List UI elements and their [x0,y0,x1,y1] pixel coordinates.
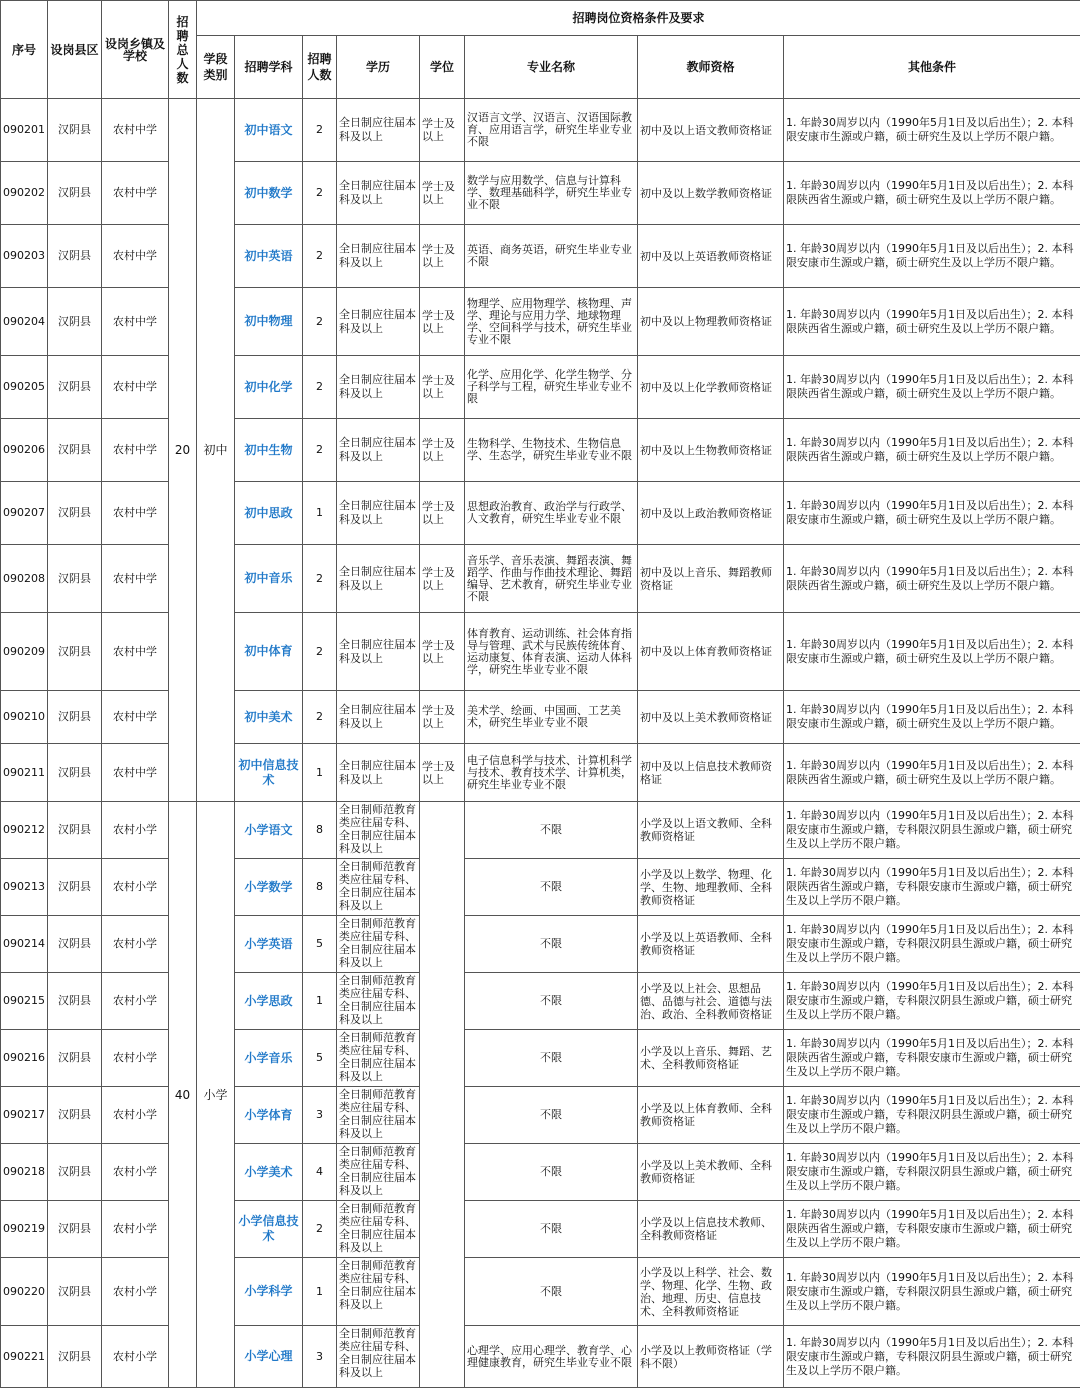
cell-count: 2 [303,419,337,482]
cell-code: 090212 [1,802,48,859]
table-row [1,1087,1080,1144]
cell-subject: 初中化学 [235,356,303,419]
cell-subject: 初中信息技术 [235,744,303,802]
cell-other: 1. 年龄30周岁以内（1990年5月1日及以后出生）；2. 本科限陕西省生源或户籍，专科限安康市生源或户籍，硕士研究生及以上学历不限户籍。 [784,859,1080,916]
cell-other: 1. 年龄30周岁以内（1990年5月1日及以后出生）；2. 本科限陕西省生源或户籍，硕士研究生及以上学历不限户籍。 [784,288,1080,356]
cell-count: 5 [303,1030,337,1087]
cell-cert: 小学及以上英语教师、全科教师资格证 [638,916,784,973]
cell-edu [337,356,420,419]
cell-county: 汉阴县 [48,691,102,744]
cell-other: 1. 年龄30周岁以内（1990年5月1日及以后出生）；2. 本科限安康市生源或户籍，硕士研究生及以上学历不限户籍。 [784,99,1080,162]
header-county: 设岗县区 [48,1,102,99]
cell-subject: 初中语文 [235,99,303,162]
table-row [1,973,1080,1030]
cell-stage-middle: 初中 [197,99,235,802]
cell-edu-text: 全日制师范教育类应往届专科、全日制应往届本科及以上 [339,803,416,855]
cell-subject: 小学体育 [235,1087,303,1144]
cell-subject: 小学英语 [235,916,303,973]
cell-cert: 初中及以上生物教师资格证 [638,419,784,482]
cell-other: 1. 年龄30周岁以内（1990年5月1日及以后出生）；2. 本科限安康市生源或户籍，硕士研究生及以上学历不限户籍。 [784,225,1080,288]
cell-edu [337,744,420,802]
cell-school: 农村小学 [102,802,169,859]
cell-code: 090202 [1,162,48,225]
cell-code: 090214 [1,916,48,973]
cell-subject: 初中思政 [235,482,303,545]
cell-school: 农村小学 [102,1144,169,1201]
table-row [1,162,1080,225]
cell-subject: 初中英语 [235,225,303,288]
cell-major: 美术学、绘画、中国画、工艺美术，研究生毕业专业不限 [465,691,638,744]
header-count [303,36,337,99]
cell-count: 8 [303,802,337,859]
table-row [1,744,1080,802]
cell-edu [337,162,420,225]
cell-school: 农村小学 [102,1030,169,1087]
cell-degree: 学士及以上 [420,356,465,419]
cell-degree: 学士及以上 [420,225,465,288]
cell-edu [337,691,420,744]
header-stage [197,36,235,99]
cell-county: 汉阴县 [48,916,102,973]
cell-edu [337,225,420,288]
cell-major: 生物科学、生物技术、生物信息学、生态学，研究生毕业专业不限 [465,419,638,482]
cell-degree: 学士及以上 [420,482,465,545]
cell-subject: 初中音乐 [235,545,303,613]
cell-cert: 初中及以上信息技术教师资格证 [638,744,784,802]
cell-edu-text: 全日制应往届本科及以上 [339,703,416,730]
cell-school: 农村中学 [102,99,169,162]
cell-other: 1. 年龄30周岁以内（1990年5月1日及以后出生）；2. 本科限安康市生源或户籍，专科限汉阴县生源或户籍，硕士研究生及以上学历不限户籍。 [784,1326,1080,1388]
cell-edu-text: 全日制师范教育类应往届专科、全日制应往届本科及以上 [339,860,416,912]
cell-edu [337,288,420,356]
table-row [1,859,1080,916]
cell-count: 5 [303,916,337,973]
cell-subject: 小学语文 [235,802,303,859]
table-row [1,1258,1080,1326]
cell-other: 1. 年龄30周岁以内（1990年5月1日及以后出生）；2. 本科限安康市生源或户籍，专科限汉阴县生源或户籍，硕士研究生及以上学历不限户籍。 [784,1087,1080,1144]
cell-edu-text: 全日制师范教育类应往届专科、全日制应往届本科及以上 [339,1327,416,1379]
table-row [1,545,1080,613]
cell-edu-text: 全日制应往届本科及以上 [339,116,416,143]
cell-edu-text: 全日制应往届本科及以上 [339,373,416,400]
header-group-title: 招聘岗位资格条件及要求 [197,1,1080,36]
cell-other: 1. 年龄30周岁以内（1990年5月1日及以后出生）；2. 本科限陕西省生源或户籍，专科限安康市生源或户籍，硕士研究生及以上学历不限户籍。 [784,1201,1080,1258]
cell-subject: 初中美术 [235,691,303,744]
cell-county: 汉阴县 [48,859,102,916]
cell-edu [337,1326,420,1388]
table-row [1,1144,1080,1201]
cell-edu [337,545,420,613]
cell-code: 090216 [1,1030,48,1087]
header-seq: 序号 [1,1,48,99]
cell-count: 2 [303,1201,337,1258]
cell-edu [337,1087,420,1144]
cell-major: 数学与应用数学、信息与计算科学、数理基础科学，研究生毕业专业不限 [465,162,638,225]
cell-degree: 学士及以上 [420,545,465,613]
cell-count: 2 [303,162,337,225]
cell-major: 思想政治教育、政治学与行政学、人文教育，研究生毕业专业不限 [465,482,638,545]
cell-code: 090218 [1,1144,48,1201]
cell-count: 1 [303,1258,337,1326]
cell-edu-text: 全日制师范教育类应往届专科、全日制应往届本科及以上 [339,1031,416,1083]
cell-count: 2 [303,613,337,691]
cell-other: 1. 年龄30周岁以内（1990年5月1日及以后出生）；2. 本科限陕西省生源或户籍，硕士研究生及以上学历不限户籍。 [784,419,1080,482]
cell-school: 农村中学 [102,356,169,419]
cell-cert: 小学及以上音乐、舞蹈、艺术、全科教师资格证 [638,1030,784,1087]
cell-subject: 小学数学 [235,859,303,916]
cell-school: 农村中学 [102,691,169,744]
cell-cert: 初中及以上政治教师资格证 [638,482,784,545]
cell-subject: 初中数学 [235,162,303,225]
cell-major: 电子信息科学与技术、计算机科学与技术、教育技术学、计算机类，研究生毕业专业不限 [465,744,638,802]
cell-county: 汉阴县 [48,1258,102,1326]
cell-major: 不限 [465,859,638,916]
cell-school: 农村小学 [102,1087,169,1144]
cell-cert: 初中及以上语文教师资格证 [638,99,784,162]
cell-edu-text: 全日制师范教育类应往届专科、全日制应往届本科及以上 [339,917,416,969]
cell-count: 2 [303,225,337,288]
cell-major: 体育教育、运动训练、社会体育指导与管理、武术与民族传统体育、运动康复、体育表演、运动人体科学，研究生毕业专业不限 [465,613,638,691]
cell-county: 汉阴县 [48,613,102,691]
cell-county: 汉阴县 [48,802,102,859]
cell-cert: 初中及以上英语教师资格证 [638,225,784,288]
cell-major: 心理学、应用心理学、教育学、心理健康教育，研究生毕业专业不限 [465,1326,638,1388]
header-subject: 招聘学科 [235,36,303,99]
cell-edu-text: 全日制应往届本科及以上 [339,637,416,665]
header-stage-text: 学段类别 [203,52,228,82]
cell-cert: 初中及以上物理教师资格证 [638,288,784,356]
cell-cert: 小学及以上信息技术教师、全科教师资格证 [638,1201,784,1258]
cell-cert: 初中及以上体育教师资格证 [638,613,784,691]
cell-subject: 小学科学 [235,1258,303,1326]
cell-cert: 小学及以上体育教师、全科教师资格证 [638,1087,784,1144]
cell-code: 090205 [1,356,48,419]
cell-code: 090221 [1,1326,48,1388]
cell-edu [337,613,420,691]
cell-school: 农村中学 [102,545,169,613]
cell-edu-text: 全日制应往届本科及以上 [339,242,416,269]
cell-other: 1. 年龄30周岁以内（1990年5月1日及以后出生）；2. 本科限安康市生源或户籍，专科限汉阴县生源或户籍，硕士研究生及以上学历不限户籍。 [784,1144,1080,1201]
cell-edu [337,1030,420,1087]
cell-code: 090213 [1,859,48,916]
table-row [1,1326,1080,1388]
cell-other: 1. 年龄30周岁以内（1990年5月1日及以后出生）；2. 本科限安康市生源或户籍，专科限汉阴县生源或户籍，硕士研究生及以上学历不限户籍。 [784,802,1080,859]
cell-edu [337,859,420,916]
header-school: 设岗乡镇及学校 [102,1,169,99]
cell-stage-primary: 小学 [197,802,235,1388]
cell-school: 农村中学 [102,419,169,482]
cell-edu-text: 全日制应往届本科及以上 [339,307,416,335]
cell-edu-text: 全日制应往届本科及以上 [339,758,416,786]
cell-subject: 小学信息技术 [235,1201,303,1258]
cell-code: 090215 [1,973,48,1030]
table-row [1,419,1080,482]
cell-major: 不限 [465,1030,638,1087]
cell-edu-text: 全日制师范教育类应往届专科、全日制应往届本科及以上 [339,1088,416,1140]
cell-subject: 小学思政 [235,973,303,1030]
table-row [1,691,1080,744]
cell-edu [337,1201,420,1258]
cell-code: 090211 [1,744,48,802]
header-count-text: 招聘人数 [307,52,332,82]
cell-subject: 初中物理 [235,288,303,356]
cell-code: 090208 [1,545,48,613]
table-row [1,225,1080,288]
cell-count: 3 [303,1326,337,1388]
cell-code: 090204 [1,288,48,356]
cell-county: 汉阴县 [48,1326,102,1388]
cell-school: 农村中学 [102,162,169,225]
cell-edu-text: 全日制师范教育类应往届专科、全日制应往届本科及以上 [339,1145,416,1197]
cell-subject: 初中体育 [235,613,303,691]
cell-code: 090220 [1,1258,48,1326]
cell-cert: 小学及以上教师资格证（学科不限） [638,1326,784,1388]
cell-other: 1. 年龄30周岁以内（1990年5月1日及以后出生）；2. 本科限陕西省生源或户籍，硕士研究生及以上学历不限户籍。 [784,356,1080,419]
header-major: 专业名称 [465,36,638,99]
cell-cert: 初中及以上化学教师资格证 [638,356,784,419]
cell-code: 090217 [1,1087,48,1144]
cell-edu-text: 全日制应往届本科及以上 [339,564,416,592]
cell-school: 农村中学 [102,225,169,288]
cell-school: 农村中学 [102,744,169,802]
cell-code: 090219 [1,1201,48,1258]
cell-subject: 小学心理 [235,1326,303,1388]
cell-county: 汉阴县 [48,99,102,162]
cell-degree: 学士及以上 [420,288,465,356]
cell-count: 2 [303,99,337,162]
cell-other: 1. 年龄30周岁以内（1990年5月1日及以后出生）；2. 本科限安康市生源或户籍，专科限汉阴县生源或户籍，硕士研究生及以上学历不限户籍。 [784,1258,1080,1326]
cell-cert: 初中及以上美术教师资格证 [638,691,784,744]
cell-code: 090207 [1,482,48,545]
cell-school: 农村中学 [102,288,169,356]
table-body [1,99,1080,1388]
cell-cert: 小学及以上数学、物理、化学、生物、地理教师、全科教师资格证 [638,859,784,916]
cell-cert: 小学及以上科学、社会、数学、物理、化学、生物、政治、地理、历史、信息技术、全科教师资格证 [638,1258,784,1326]
cell-school: 农村小学 [102,1201,169,1258]
cell-county: 汉阴县 [48,744,102,802]
cell-degree: 学士及以上 [420,744,465,802]
cell-county: 汉阴县 [48,1030,102,1087]
cell-major: 不限 [465,916,638,973]
cell-cert: 初中及以上数学教师资格证 [638,162,784,225]
cell-major: 不限 [465,1201,638,1258]
cell-other: 1. 年龄30周岁以内（1990年5月1日及以后出生）；2. 本科限安康市生源或户籍，专科限汉阴县生源或户籍，硕士研究生及以上学历不限户籍。 [784,973,1080,1030]
cell-subject: 小学美术 [235,1144,303,1201]
cell-count: 2 [303,288,337,356]
cell-other: 1. 年龄30周岁以内（1990年5月1日及以后出生）；2. 本科限安康市生源或户籍，专科限汉阴县生源或户籍，硕士研究生及以上学历不限户籍。 [784,916,1080,973]
cell-count: 2 [303,545,337,613]
header-cert: 教师资格 [638,36,784,99]
table-row [1,1030,1080,1087]
cell-code: 090209 [1,613,48,691]
cell-other: 1. 年龄30周岁以内（1990年5月1日及以后出生）；2. 本科限安康市生源或户籍，硕士研究生及以上学历不限户籍。 [784,691,1080,744]
cell-count: 3 [303,1087,337,1144]
cell-edu [337,973,420,1030]
cell-degree: 学士及以上 [420,162,465,225]
cell-degree-primary [420,802,465,1388]
cell-major: 不限 [465,1087,638,1144]
cell-edu [337,802,420,859]
table-row [1,482,1080,545]
header-total-text: 招聘总人数 [176,14,189,85]
cell-code: 090203 [1,225,48,288]
cell-county: 汉阴县 [48,288,102,356]
cell-edu [337,482,420,545]
cell-school: 农村小学 [102,1326,169,1388]
cell-county: 汉阴县 [48,1201,102,1258]
cell-county: 汉阴县 [48,225,102,288]
table-row [1,99,1080,162]
cell-county: 汉阴县 [48,973,102,1030]
cell-count: 4 [303,1144,337,1201]
table-row [1,916,1080,973]
cell-code: 090206 [1,419,48,482]
cell-major: 不限 [465,973,638,1030]
cell-edu-text: 全日制应往届本科及以上 [339,179,416,206]
table-row [1,1201,1080,1258]
header-total [169,1,197,99]
cell-major: 英语、商务英语，研究生毕业专业不限 [465,225,638,288]
cell-edu-text: 全日制应往届本科及以上 [339,499,416,526]
cell-edu [337,99,420,162]
cell-major: 物理学、应用物理学、核物理、声学、理论与应用力学、地球物理学、空间科学与技术，研究生毕业专业不限 [465,288,638,356]
cell-degree: 学士及以上 [420,99,465,162]
cell-subject: 小学音乐 [235,1030,303,1087]
cell-other: 1. 年龄30周岁以内（1990年5月1日及以后出生）；2. 本科限陕西省生源或户籍，硕士研究生及以上学历不限户籍。 [784,545,1080,613]
cell-code: 090201 [1,99,48,162]
cell-degree: 学士及以上 [420,691,465,744]
header-other: 其他条件 [784,36,1080,99]
cell-county: 汉阴县 [48,419,102,482]
cell-total-middle: 20 [169,99,197,802]
cell-school: 农村小学 [102,859,169,916]
cell-edu [337,916,420,973]
cell-county: 汉阴县 [48,1087,102,1144]
table-row [1,356,1080,419]
cell-other: 1. 年龄30周岁以内（1990年5月1日及以后出生）；2. 本科限陕西省生源或户籍，硕士研究生及以上学历不限户籍。 [784,162,1080,225]
cell-county: 汉阴县 [48,1144,102,1201]
cell-county: 汉阴县 [48,162,102,225]
cell-major: 不限 [465,1258,638,1326]
cell-major: 化学、应用化学、化学生物学、分子科学与工程，研究生毕业专业不限 [465,356,638,419]
header-edu: 学历 [337,36,420,99]
cell-count: 1 [303,744,337,802]
cell-school: 农村小学 [102,973,169,1030]
cell-edu-text: 全日制师范教育类应往届专科、全日制应往届本科及以上 [339,1202,416,1254]
cell-school: 农村中学 [102,613,169,691]
header-degree: 学位 [420,36,465,99]
cell-other: 1. 年龄30周岁以内（1990年5月1日及以后出生）；2. 本科限陕西省生源或户籍，专科限安康市生源或户籍，硕士研究生及以上学历不限户籍。 [784,1030,1080,1087]
table-row [1,613,1080,691]
cell-edu-text: 全日制师范教育类应往届专科、全日制应往届本科及以上 [339,974,416,1026]
cell-edu-text: 全日制应往届本科及以上 [339,436,416,463]
cell-school: 农村小学 [102,916,169,973]
cell-count: 1 [303,482,337,545]
cell-other: 1. 年龄30周岁以内（1990年5月1日及以后出生）；2. 本科限安康市生源或户籍，硕士研究生及以上学历不限户籍。 [784,482,1080,545]
cell-count: 2 [303,356,337,419]
cell-other: 1. 年龄30周岁以内（1990年5月1日及以后出生）；2. 本科限安康市生源或户籍，硕士研究生及以上学历不限户籍。 [784,613,1080,691]
cell-other: 1. 年龄30周岁以内（1990年5月1日及以后出生）；2. 本科限陕西省生源或户籍，硕士研究生及以上学历不限户籍。 [784,744,1080,802]
cell-total-primary: 40 [169,802,197,1388]
cell-edu [337,1258,420,1326]
cell-school: 农村小学 [102,1258,169,1326]
cell-edu [337,419,420,482]
cell-count: 2 [303,691,337,744]
cell-cert: 小学及以上美术教师、全科教师资格证 [638,1144,784,1201]
cell-county: 汉阴县 [48,482,102,545]
cell-cert: 初中及以上音乐、舞蹈教师资格证 [638,545,784,613]
table-row [1,288,1080,356]
cell-major: 汉语言文学、汉语言、汉语国际教育、应用语言学，研究生毕业专业不限 [465,99,638,162]
cell-count: 8 [303,859,337,916]
cell-cert: 小学及以上语文教师、全科教师资格证 [638,802,784,859]
cell-cert: 小学及以上社会、思想品德、品德与社会、道德与法治、政治、全科教师资格证 [638,973,784,1030]
cell-degree: 学士及以上 [420,419,465,482]
cell-code: 090210 [1,691,48,744]
cell-subject: 初中生物 [235,419,303,482]
cell-major: 不限 [465,1144,638,1201]
cell-school: 农村中学 [102,482,169,545]
table-row [1,802,1080,859]
cell-edu-text: 全日制师范教育类应往届专科、全日制应往届本科及以上 [339,1259,416,1311]
cell-county: 汉阴县 [48,356,102,419]
cell-edu [337,1144,420,1201]
cell-major: 音乐学、音乐表演、舞蹈表演、舞蹈学、作曲与作曲技术理论、舞蹈编导、艺术教育，研究生毕业专业不限 [465,545,638,613]
cell-count: 1 [303,973,337,1030]
cell-major: 不限 [465,802,638,859]
cell-degree: 学士及以上 [420,613,465,691]
cell-county: 汉阴县 [48,545,102,613]
